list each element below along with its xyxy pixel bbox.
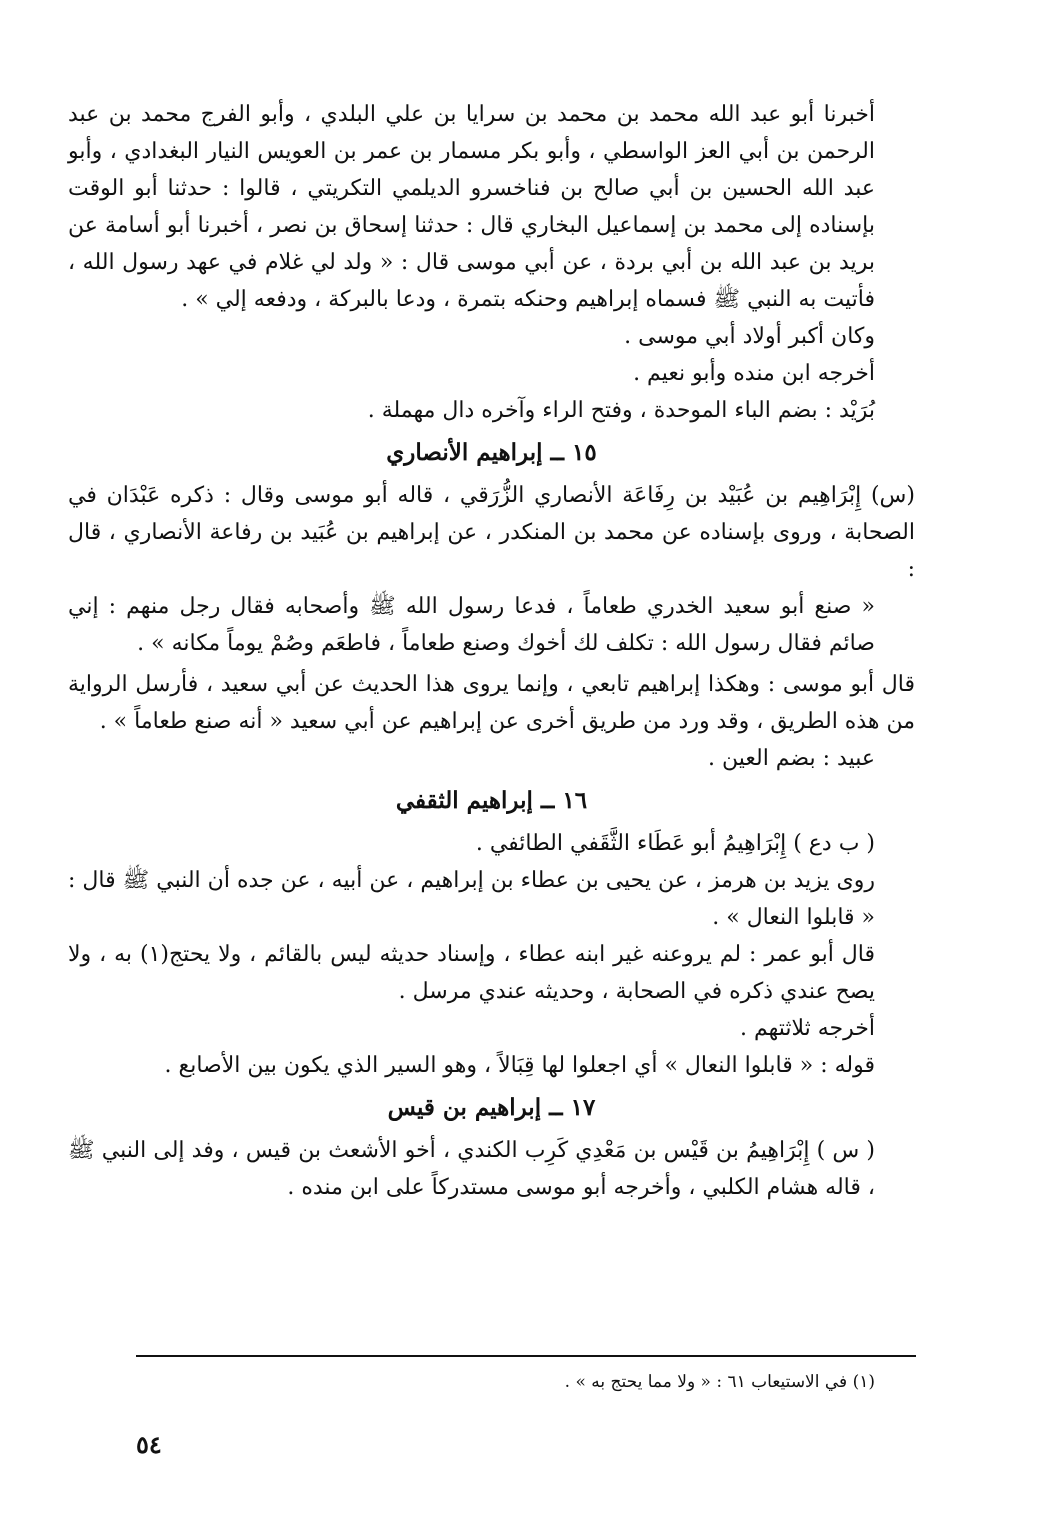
- paragraph-entry-15-hadith: « صنع أبو سعيد الخدري طعاماً ، فدعا رسول الله ﷺ وأصحابه فقال رجل منهم : إني صائم فقال رسول الله : تكلف لك أخوك وصنع طعاماً ، فاطعَم وصُمْ يوماً مكانه » .: [68, 594, 875, 656]
- paragraph-takhrij-1: أخرجه ابن منده وأبو نعيم .: [633, 361, 875, 386]
- footnote-divider: [136, 1355, 916, 1357]
- entry-heading-15: ١٥ ــ إبراهيم الأنصاري: [386, 439, 597, 466]
- paragraph-ubaid-note: عبيد : بضم العين .: [708, 746, 875, 771]
- paragraph-entry-15-intro: (س) إِبْرَاهِيم بن عُبَيْد بن رِفَاعَة الأنصاري الزُّرَقي ، قاله أبو موسى وقال : ذكره عَبْدَان في الصحابة ، وروى بإسناده عن محمد بن المنكدر ، عن إبراهيم بن عُبَيد بن رفاعة الأنصاري ، قال :: [68, 483, 915, 582]
- paragraph-entry-16-intro: ( ب دع ) إِبْرَاهِيمُ أبو عَطَاء الثَّقَفي الطائفي .: [475, 831, 875, 856]
- footnote: (١) في الاستيعاب ٦١ : « ولا مما يحتج به » .: [564, 1372, 875, 1392]
- paragraph-eldest-son: وكان أكبر أولاد أبي موسى .: [624, 324, 875, 349]
- paragraph-qabilu-note: قوله : « قابلوا النعال » أي اجعلوا لها قِبَالاً ، وهو السير الذي يكون بين الأصابع .: [164, 1053, 875, 1078]
- paragraph-isnad-intro: أخبرنا أبو عبد الله محمد بن محمد بن سرايا بن علي البلدي ، وأبو الفرج محمد بن عبد الرحمن بن أبي العز الواسطي ، وأبو بكر مسمار بن عمر بن العويس النيار البغدادي ، وأبو عبد الله الحسين بن أبي صالح بن فناخسرو الديلمي التكريتي ، قالوا : حدثنا أبو الوقت بإسناده إلى محمد بن إسماعيل البخاري قال : حدثنا إسحاق بن نصر ، أخبرنا أبو أسامة عن بريد بن عبد الله بن أبي بردة ، عن أبي موسى قال : « ولد لي غلام في عهد رسول الله ، فأتيت به النبي ﷺ فسماه إبراهيم وحنكه بتمرة ، ودعا بالبركة ، ودفعه إلي » .: [68, 102, 876, 312]
- paragraph-abu-musa-comment: قال أبو موسى : وهكذا إبراهيم تابعي ، وإنما يروى هذا الحديث عن أبي سعيد ، فأرسل الرواية من هذه الطريق ، وقد ورد من طريق أخرى عن إبراهيم عن أبي سعيد « أنه صنع طعاماً » .: [68, 672, 915, 734]
- entry-heading-17: ١٧ ــ إبراهيم بن قيس: [387, 1094, 596, 1121]
- page-number: ٥٤: [136, 1430, 162, 1459]
- entry-heading-16: ١٦ ــ إبراهيم الثقفي: [395, 787, 588, 814]
- paragraph-abu-umar-comment: قال أبو عمر : لم يروعنه غير ابنه عطاء ، وإسناد حديثه ليس بالقائم ، ولا يحتج(١) به ، ولا يصح عندي ذكره في الصحابة ، وحديثه عندي مرسل .: [68, 942, 876, 1004]
- paragraph-entry-16-hadith: روى يزيد بن هرمز ، عن يحيى بن عطاء بن إبراهيم ، عن أبيه ، عن جده أن النبي ﷺ قال : « قابلوا النعال » .: [68, 868, 875, 930]
- paragraph-entry-17-intro: ( س ) إِبْرَاهِيمُ بن قَيْس بن مَعْدِي كَرِب الكندي ، أخو الأشعث بن قيس ، وفد إلى النبي ﷺ ، قاله هشام الكلبي ، وأخرجه أبو موسى مستدركاً على ابن منده .: [68, 1138, 875, 1200]
- paragraph-buraid-note: بُرَيْد : بضم الباء الموحدة ، وفتح الراء وآخره دال مهملة .: [367, 398, 875, 423]
- paragraph-takhrij-2: أخرجه ثلاثتهم .: [739, 1016, 875, 1041]
